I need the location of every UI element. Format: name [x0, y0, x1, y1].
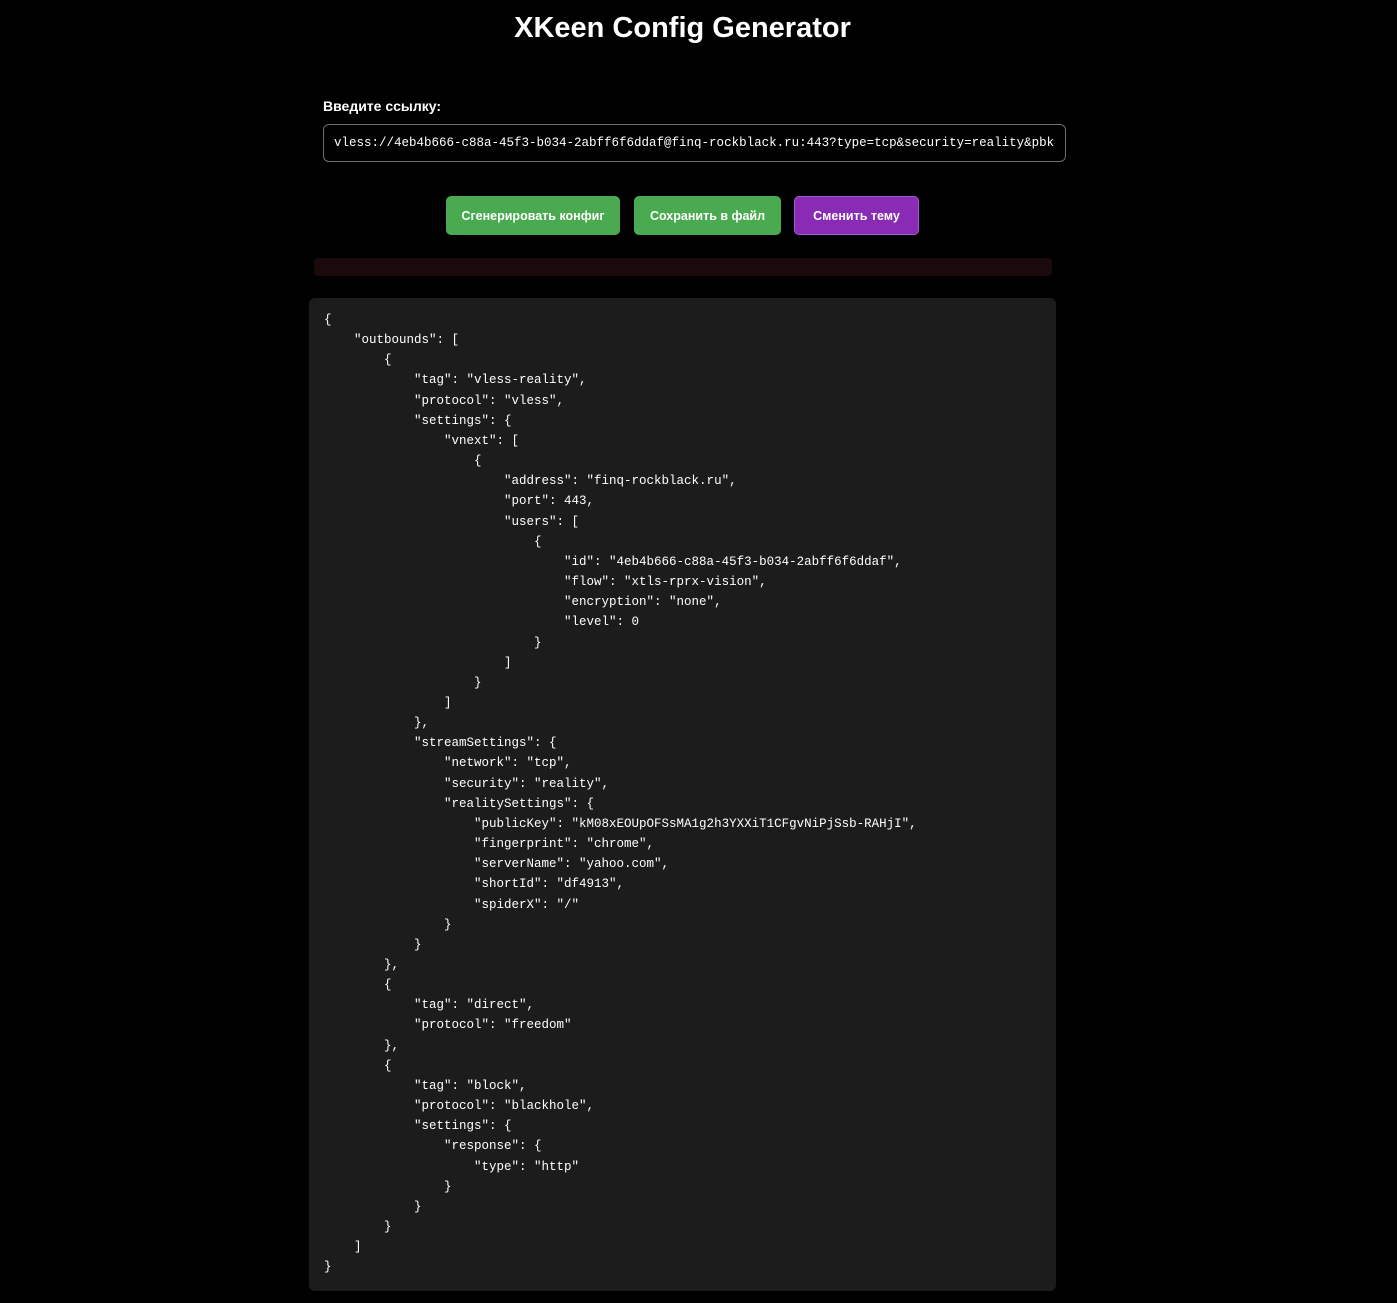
- page-title: XKeen Config Generator: [514, 12, 851, 44]
- config-output-panel: [309, 298, 1056, 1291]
- generate-config-button[interactable]: Сгенерировать конфиг: [446, 196, 620, 235]
- error-message-bar: [314, 258, 1052, 276]
- link-input-label: Введите ссылку:: [323, 98, 442, 114]
- save-to-file-button[interactable]: Сохранить в файл: [634, 196, 781, 235]
- link-input[interactable]: [323, 124, 1066, 162]
- config-output-code: { "outbounds": [ { "tag": "vless-reality", "protocol": "vless", "settings": { "vnext": [ { "address": "finq-rockblack.ru", "port": 443, "users": [ { "id": "4eb4b666-c88a-45f3-b034-2abff6f6ddaf", "flow": "xtls-rprx-vision", "encryption": "none", "level": 0 } ] } ] }, "streamSettings": { "network": "tcp", "security": "reality", "realitySettings": { "publicKey": "kM08xEOUpOFSsMA1g2h3YXXiT1CFgvNiPjSsb-RAHjI", "fingerprint": "chrome", "serverName": "yahoo.com", "shortId": "df4913", "spiderX": "/" } } }, { "tag": "direct", "protocol": "freedom" }, { "tag": "block", "protocol": "blackhole", "settings": { "response": { "type": "http" } } } ] }: [324, 313, 917, 1275]
- toggle-theme-button[interactable]: Сменить тему: [794, 196, 919, 235]
